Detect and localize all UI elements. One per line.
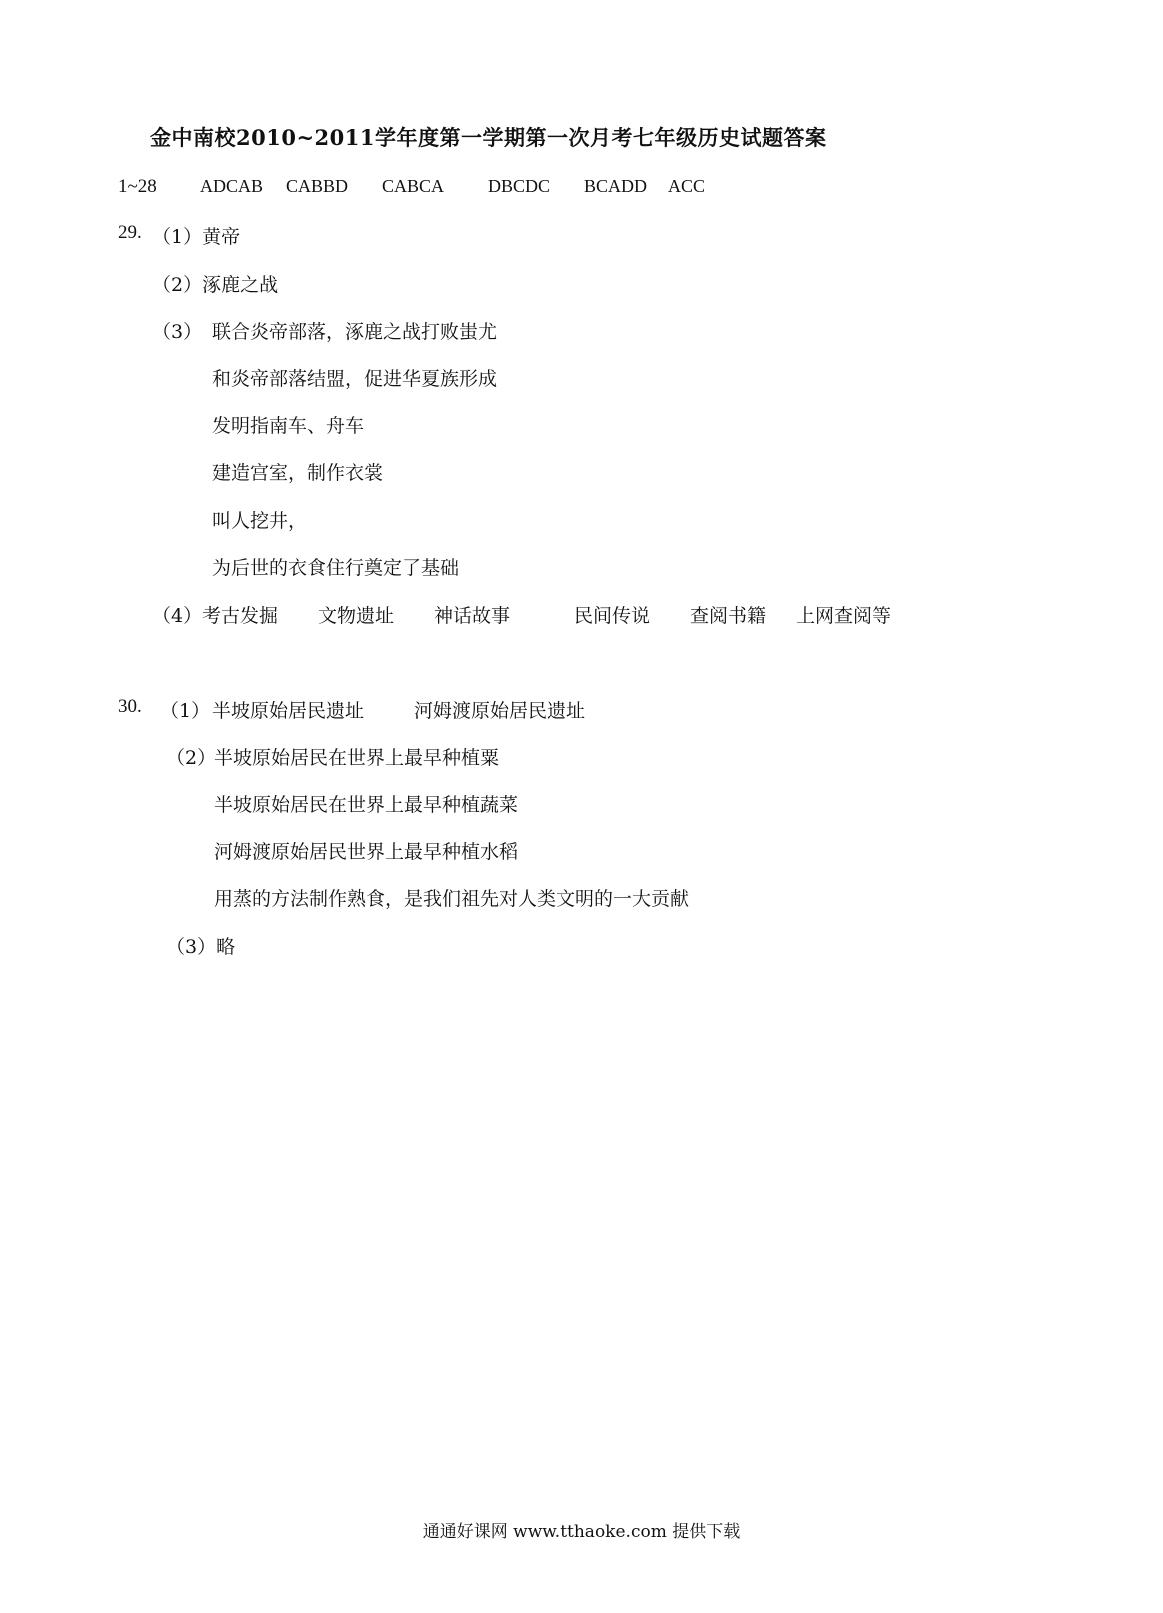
q29-part3-line: 联合炎帝部落，涿鹿之战打败蚩尤: [212, 321, 498, 343]
q29-part3-line: 叫人挖井，: [212, 510, 308, 532]
document-title: 金中南校2010~2011学年度第一学期第一次月考七年级历史试题答案: [150, 125, 827, 150]
q29-part4-item: 民间传说: [574, 605, 651, 627]
q29-part3-label: （3）: [152, 321, 203, 343]
q30-part2-line: 河姆渡原始居民世界上最早种植水稻: [214, 841, 519, 863]
q29-part4-item: 考古发掘: [202, 605, 279, 627]
q30-part2-line: 半坡原始居民在世界上最早种植粟: [214, 747, 500, 769]
q29-part3-line: 建造宫室，制作衣裳: [212, 462, 384, 484]
q30-part2-line: 用蒸的方法制作熟食，是我们祖先对人类文明的一大贡献: [214, 888, 690, 910]
q30-part2-line: 半坡原始居民在世界上最早种植蔬菜: [214, 794, 519, 816]
mc-answer-group-4: DBCDC: [488, 176, 551, 196]
q30-number: 30.: [118, 696, 142, 717]
q29-part4-item: 文物遗址: [318, 605, 395, 627]
mc-answer-group-1: ADCAB: [200, 176, 264, 196]
mc-range-label: 1~28: [118, 176, 157, 197]
q29-part4-item: 上网查阅等: [796, 605, 892, 627]
q29-part4-item: 神话故事: [434, 605, 511, 627]
q29-number: 29.: [118, 222, 142, 243]
mc-answer-group-5: BCADD: [584, 176, 648, 196]
q29-part4-label: （4）: [152, 605, 203, 627]
q29-part3-line: 发明指南车、舟车: [212, 415, 365, 437]
q29-part4-item: 查阅书籍: [690, 605, 767, 627]
q30-part3: （3）略: [166, 936, 236, 958]
q30-part1-item: 半坡原始居民遗址: [212, 700, 365, 722]
q29-part2: （2）涿鹿之战: [152, 274, 279, 296]
mc-answer-group-6: ACC: [668, 176, 706, 196]
q30-part1-item: 河姆渡原始居民遗址: [414, 700, 586, 722]
q29-part1: （1）黄帝: [152, 226, 241, 248]
q30-part1-label: （1）: [160, 700, 211, 722]
footer-source-text: 通通好课网 www.tthaoke.com 提供下载: [422, 1522, 741, 1542]
q29-part3-line: 为后世的衣食住行奠定了基础: [212, 557, 460, 579]
mc-answer-group-2: CABBD: [286, 176, 349, 196]
q29-part3-line: 和炎帝部落结盟，促进华夏族形成: [212, 368, 498, 390]
q30-part2-label: （2）: [166, 747, 217, 769]
mc-answer-group-3: CABCA: [382, 176, 445, 196]
